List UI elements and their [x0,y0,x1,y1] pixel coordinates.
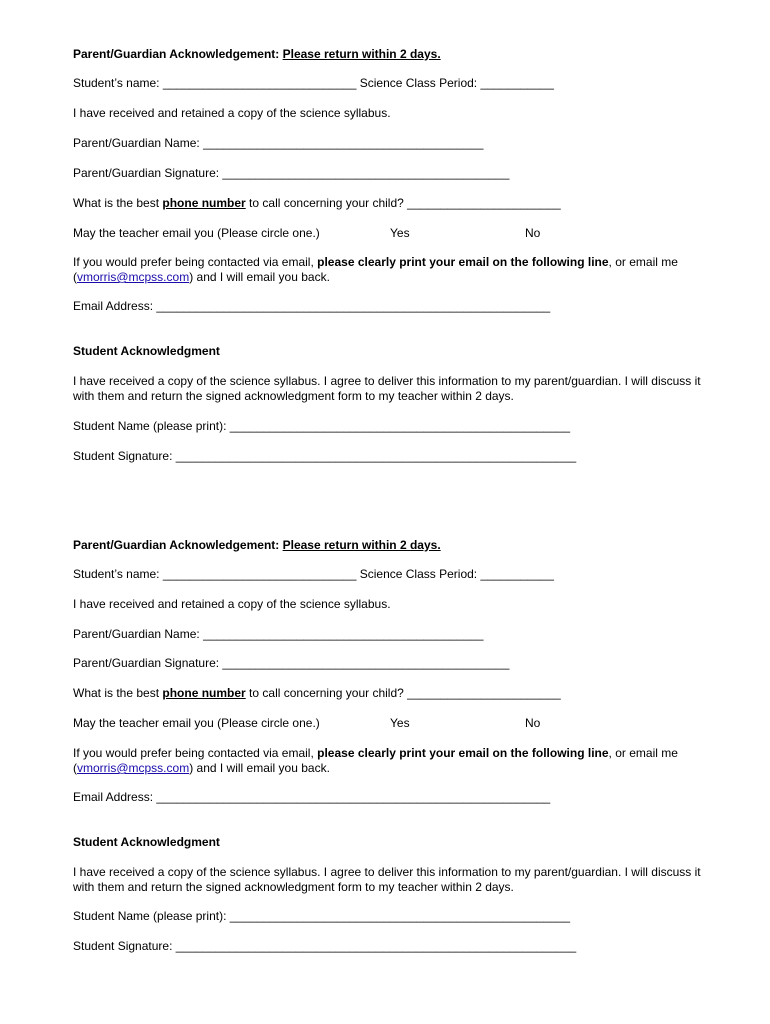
phone-number-row [73,686,561,701]
student-ack-heading: Student Acknowledgment [73,344,220,358]
email-preference-line-2 [73,270,330,285]
heading-prefix: Parent/Guardian Acknowledgement: [73,47,283,61]
class-period-field[interactable]: Science Class Period: ___________ [359,76,554,90]
email-pref-tail: , or email me [608,746,678,760]
heading-prefix: Parent/Guardian Acknowledgement: [73,538,283,552]
phone-question-text: What is the best [73,196,163,210]
email-pref-text: If you would prefer being contacted via email, [73,746,318,760]
received-syllabus-text: I have received and retained a copy of the science syllabus. [73,597,391,611]
email-back-text: ) and I will email you back. [189,761,330,775]
student-name-row [73,76,554,91]
guardian-name-field[interactable]: Parent/Guardian Name: __________________________________________ [73,627,484,641]
paren-open: ( [73,761,77,775]
paren-open: ( [73,270,77,284]
phone-number-field[interactable]: to call concerning your child? _______________________ [245,196,561,210]
received-syllabus-text: I have received and retained a copy of the science syllabus. [73,106,391,120]
student-ack-heading: Student Acknowledgment [73,835,220,849]
guardian-ack-heading [73,538,441,553]
phone-number-emphasis: phone number [162,686,246,700]
email-address-field[interactable]: Email Address: ___________________________________________________________ [73,299,551,313]
no-option[interactable]: No [525,716,541,730]
teacher-email-link[interactable]: vmorris@mcpss.com [77,761,190,775]
email-permission-question: May the teacher email you (Please circle one.) [73,226,320,240]
email-preference-line-2 [73,761,330,776]
student-name-field[interactable]: Student’s name: _____________________________ [73,567,357,581]
yes-option[interactable]: Yes [390,716,410,730]
email-permission-question: May the teacher email you (Please circle one.) [73,716,320,730]
class-period-field[interactable]: Science Class Period: ___________ [359,567,554,581]
student-name-row [73,567,554,582]
email-pref-tail: , or email me [608,255,678,269]
phone-number-field[interactable]: to call concerning your child? _______________________ [245,686,561,700]
email-pref-emphasis: please clearly print your email on the following line [317,746,609,760]
email-pref-emphasis: please clearly print your email on the following line [317,255,609,269]
guardian-signature-field[interactable]: Parent/Guardian Signature: ___________________________________________ [73,656,510,670]
student-print-name-field[interactable]: Student Name (please print): ___________________________________________________ [73,909,571,923]
teacher-email-link[interactable]: vmorris@mcpss.com [77,270,190,284]
student-signature-field[interactable]: Student Signature: ____________________________________________________________ [73,449,577,463]
heading-return-deadline: Please return within 2 days. [282,47,441,61]
email-preference-line-1 [73,746,678,761]
email-back-text: ) and I will email you back. [189,270,330,284]
student-print-name-field[interactable]: Student Name (please print): ___________________________________________________ [73,419,571,433]
student-ack-text: I have received a copy of the science syllabus. I agree to deliver this information to my parent/guardian. I will discuss it with them and return the signed acknowledgment form to my teacher within 2 days. [73,865,701,894]
heading-return-deadline: Please return within 2 days. [282,538,441,552]
email-pref-text: If you would prefer being contacted via email, [73,255,318,269]
guardian-signature-field[interactable]: Parent/Guardian Signature: ___________________________________________ [73,166,510,180]
email-address-field[interactable]: Email Address: ___________________________________________________________ [73,790,551,804]
guardian-name-field[interactable]: Parent/Guardian Name: __________________________________________ [73,136,484,150]
student-name-field[interactable]: Student’s name: _____________________________ [73,76,357,90]
student-signature-field[interactable]: Student Signature: ____________________________________________________________ [73,939,577,953]
phone-number-emphasis: phone number [162,196,246,210]
guardian-ack-heading [73,47,441,62]
email-preference-line-1 [73,255,678,270]
no-option[interactable]: No [525,226,541,240]
phone-number-row [73,196,561,211]
phone-question-text: What is the best [73,686,163,700]
yes-option[interactable]: Yes [390,226,410,240]
student-ack-text: I have received a copy of the science syllabus. I agree to deliver this information to my parent/guardian. I will discuss it with them and return the signed acknowledgment form to my teacher within 2 days. [73,374,701,403]
